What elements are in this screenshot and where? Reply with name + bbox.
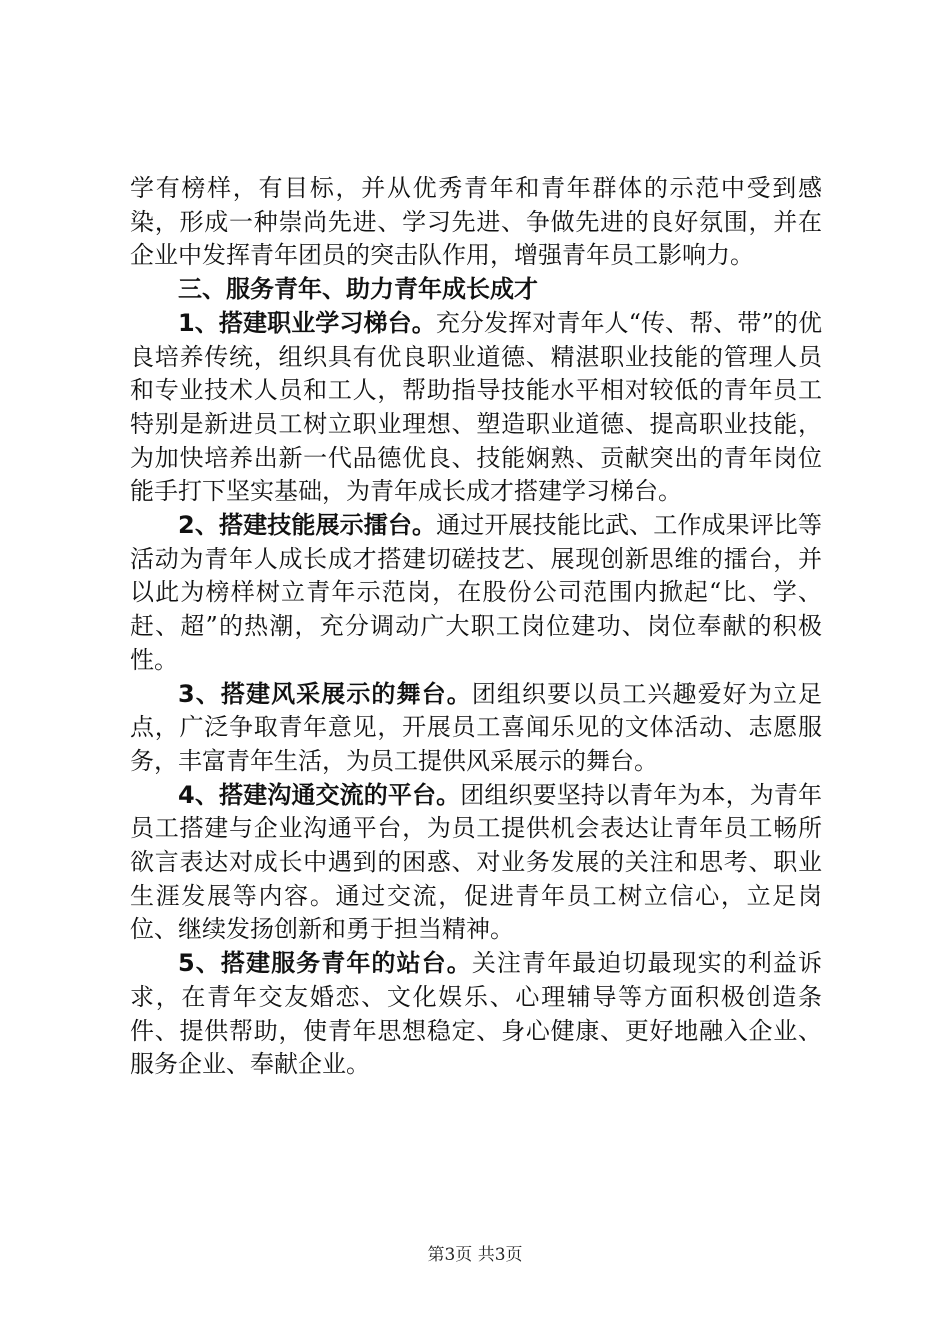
page-footer <box>0 1244 950 1266</box>
paragraph-lead: 1、搭建职业学习梯台。 <box>178 308 436 337</box>
paragraph-lead: 5、搭建服务青年的站台。 <box>178 949 472 978</box>
section-heading: 三、服务青年、助力青年成长成才 <box>178 275 538 304</box>
paragraph-text: 充分发挥对青年人“传、帮、带”的优良培养传统，组织具有优良职业道德、精湛职业技能的管理人员和专业技术人员和工人，帮助指导技能水平相对较低的青年员工特别是新进员工树立职业理想、塑造职业道德、提高职业技能，为加快培养出新一代品德优良、技能娴熟、贡献突出的青年岗位能手打下坚实基础，为青年成长成才搭建学习梯台。 <box>130 308 822 506</box>
paragraph-item-4 <box>130 779 822 948</box>
page-number-label: 第3页 共3页 <box>427 1245 523 1265</box>
paragraph-item-2 <box>130 509 822 678</box>
paragraph-lead: 2、搭建技能展示擂台。 <box>178 511 437 540</box>
paragraph-text: 学有榜样，有目标，并从优秀青年和青年群体的示范中受到感染，形成一种崇尚先进、学习先进、争做先进的良好氛围，并在企业中发挥青年团员的突击队作用，增强青年员工影响力。 <box>130 174 822 270</box>
paragraph-item-3 <box>130 678 822 779</box>
paragraph-text: 团组织要坚持以青年为本，为青年员工搭建与企业沟通平台，为员工提供机会表达让青年员工畅所欲言表达对成长中遇到的困惑、对业务发展的关注和思考、职业生涯发展等内容。通过交流，促进青年员工树立信心，立足岗位、继续发扬创新和勇于担当精神。 <box>130 780 823 944</box>
paragraph-lead: 4、搭建沟通交流的平台。 <box>178 780 461 809</box>
paragraph-item-5 <box>130 947 822 1082</box>
document-body <box>130 172 822 1082</box>
paragraph-text: 通过开展技能比武、工作成果评比等活动为青年人成长成才搭建切磋技艺、展现创新思维的擂台，并以此为榜样树立青年示范岗，在股份公司范围内掀起“比、学、赶、超”的热潮，充分调动广大职工岗位建功、岗位奉献的积极性。 <box>130 511 822 674</box>
paragraph-text: 关注青年最迫切最现实的利益诉求，在青年交友婚恋、文化娱乐、心理辅导等方面积极创造条件、提供帮助，使青年思想稳定、身心健康、更好地融入企业、服务企业、奉献企业。 <box>130 949 823 1079</box>
paragraph-item-1 <box>130 307 822 509</box>
paragraph-lead: 3、搭建风采展示的舞台。 <box>178 679 472 708</box>
paragraph-continuation <box>130 172 822 273</box>
paragraph-text: 团组织要以员工兴趣爱好为立足点，广泛争取青年意见，开展员工喜闻乐见的文体活动、志愿服务，丰富青年生活，为员工提供风采展示的舞台。 <box>130 679 823 775</box>
